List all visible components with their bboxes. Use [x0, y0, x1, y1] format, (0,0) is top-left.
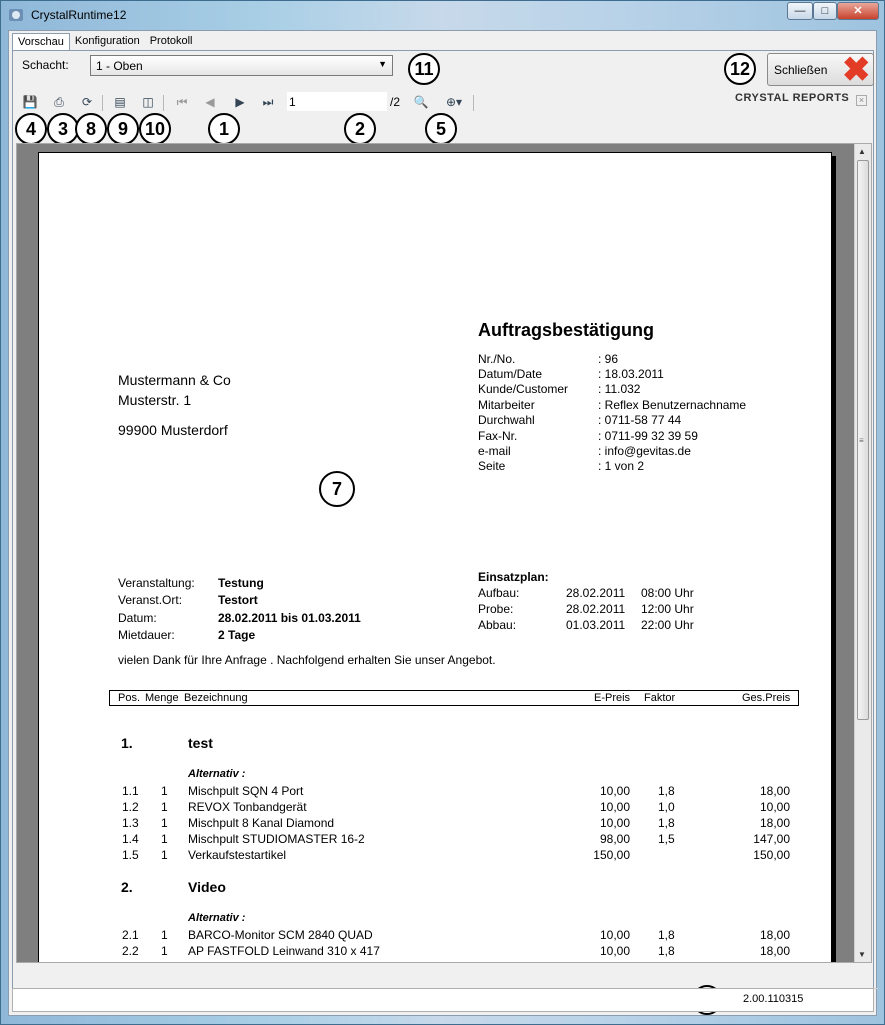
event-value: 28.02.2011 bis 01.03.2011	[218, 611, 361, 625]
schliessen-button[interactable]	[767, 51, 874, 89]
item-price: 98,00	[599, 832, 630, 846]
item-qty: 1	[161, 832, 168, 846]
schacht-label: Schacht:	[22, 58, 69, 72]
col-menge: Menge	[145, 692, 179, 704]
col-faktor: Faktor	[644, 692, 676, 704]
item-qty: 1	[161, 928, 168, 942]
event-value: Testort	[218, 593, 258, 607]
plan-date: 01.03.2011	[566, 618, 626, 632]
info-label: Kunde/Customer	[478, 382, 569, 396]
preview-panel	[12, 50, 874, 995]
item-factor: 1,8	[658, 816, 675, 830]
find-binoculars-icon[interactable]: 🔍	[413, 95, 429, 109]
item-total: 10,00	[759, 800, 790, 814]
item-qty: 1	[161, 944, 168, 958]
plan-label: Abbau:	[478, 618, 517, 632]
previous-page-icon[interactable]: ◀	[205, 95, 215, 109]
section-number: 1.	[121, 735, 133, 751]
section-number: 2.	[121, 879, 133, 895]
callout-4: 4	[15, 113, 47, 145]
callout-1: 1	[208, 113, 240, 145]
info-label: Mitarbeiter	[478, 398, 535, 412]
address-line: 99900 Musterdorf	[118, 422, 228, 438]
client-area	[8, 30, 877, 1016]
plan-title: Einsatzplan:	[478, 570, 549, 584]
callout-5-toolbar: 5	[425, 113, 457, 145]
minimize-button[interactable]: —	[787, 2, 813, 20]
item-pos: 1.1	[122, 784, 139, 798]
refresh-icon[interactable]: ⟳	[81, 95, 93, 109]
item-pos: 1.2	[122, 800, 139, 814]
scroll-up-icon[interactable]: ▲	[858, 147, 866, 156]
item-desc: BARCO-Monitor SCM 2840 QUAD	[188, 928, 373, 942]
schacht-select[interactable]	[90, 55, 393, 76]
close-small-icon[interactable]: ×	[856, 95, 867, 106]
maximize-button[interactable]: □	[813, 2, 837, 20]
plan-label: Probe:	[478, 602, 514, 616]
item-total: 150,00	[753, 848, 790, 862]
item-qty: 1	[161, 848, 168, 862]
plan-label: Aufbau:	[478, 586, 520, 600]
plan-time: 22:00 Uhr	[641, 618, 694, 632]
info-label: e-mail	[478, 444, 511, 458]
callout-2: 2	[344, 113, 376, 145]
report-toolbar	[16, 91, 872, 113]
event-value: Testung	[218, 576, 264, 590]
zoom-icon[interactable]: ⊕▾	[445, 95, 463, 109]
event-value: 2 Tage	[218, 628, 256, 642]
item-price: 150,00	[593, 848, 630, 862]
item-price: 10,00	[599, 816, 630, 830]
callout-8: 8	[75, 113, 107, 145]
item-desc: REVOX Tonbandgerät	[188, 800, 307, 814]
scroll-down-icon[interactable]: ▼	[858, 950, 866, 959]
section-name: test	[188, 735, 213, 751]
callout-9: 9	[107, 113, 139, 145]
item-price: 10,00	[599, 928, 630, 942]
item-total: 18,00	[759, 928, 790, 942]
col-bezeichnung: Bezeichnung	[184, 692, 248, 704]
item-pos: 2.1	[122, 928, 139, 942]
info-value: : Reflex Benutzernachname	[598, 398, 747, 412]
last-page-icon[interactable]: ⏭	[262, 95, 274, 109]
schacht-value: 1 - Oben	[96, 59, 143, 73]
first-page-icon[interactable]: ⏮	[176, 95, 188, 109]
report-page	[38, 152, 832, 963]
info-value: : 0711-99 32 39 59	[598, 429, 698, 443]
item-desc: Mischpult SQN 4 Port	[188, 784, 304, 798]
version-bar	[12, 988, 874, 1012]
section-name: Video	[188, 879, 226, 895]
close-x-icon: ✖	[842, 51, 871, 89]
plan-date: 28.02.2011	[566, 602, 626, 616]
alternativ-label: Alternativ :	[188, 912, 246, 924]
drill-down-icon[interactable]: ◫	[142, 95, 154, 109]
item-pos: 1.3	[122, 816, 139, 830]
info-label: Datum/Date	[478, 367, 543, 381]
export-icon[interactable]: 💾	[22, 95, 38, 109]
event-label: Veranstaltung:	[118, 576, 195, 590]
col-gespreis: Ges.Preis	[742, 692, 791, 704]
group-tree-icon[interactable]: ▤	[114, 95, 126, 109]
chevron-down-icon: ▼	[378, 59, 387, 69]
page-number-input[interactable]	[287, 92, 387, 111]
callout-7: 7	[319, 471, 355, 507]
title-bar	[1, 1, 884, 29]
item-pos: 1.5	[122, 848, 139, 862]
tab-strip	[12, 33, 198, 51]
window-close-button[interactable]: ✕	[837, 2, 879, 20]
item-qty: 1	[161, 816, 168, 830]
plan-time: 08:00 Uhr	[641, 586, 694, 600]
toolbar-separator	[473, 95, 474, 111]
tab-protokoll[interactable]: Protokoll	[149, 35, 193, 47]
alternativ-label: Alternativ :	[188, 768, 246, 780]
items-table-header	[109, 690, 799, 706]
callout-11: 11	[408, 53, 440, 85]
info-value: : info@gevitas.de	[598, 444, 691, 458]
item-desc: AP FASTFOLD Leinwand 310 x 417	[188, 944, 380, 958]
item-qty: 1	[161, 800, 168, 814]
tab-vorschau[interactable]: Vorschau	[12, 33, 70, 50]
next-page-icon[interactable]: ▶	[235, 95, 245, 109]
col-pos: Pos.	[118, 692, 141, 704]
vertical-scrollbar[interactable]	[854, 144, 871, 962]
report-viewer[interactable]	[16, 143, 872, 963]
toolbar-separator	[163, 95, 164, 111]
page-total: /2	[390, 95, 401, 109]
event-label: Datum:	[118, 611, 157, 625]
info-value: : 1 von 2	[598, 459, 645, 473]
col-epreis: E-Preis	[594, 692, 631, 704]
info-value: : 18.03.2011	[598, 367, 664, 381]
schliessen-label: Schließen	[774, 63, 828, 77]
info-value: : 11.032	[598, 382, 641, 396]
info-value: : 0711-58 77 44	[598, 413, 682, 427]
item-total: 147,00	[753, 832, 790, 846]
item-factor: 1,0	[658, 800, 675, 814]
item-pos: 2.2	[122, 944, 139, 958]
item-factor: 1,8	[658, 784, 675, 798]
callout-10: 10	[139, 113, 171, 145]
item-factor: 1,8	[658, 944, 675, 958]
item-total: 18,00	[759, 784, 790, 798]
address-line: Musterstr. 1	[118, 392, 192, 408]
event-label: Mietdauer:	[118, 628, 175, 642]
print-icon[interactable]: ⎙	[54, 95, 64, 109]
crystal-reports-logo: CRYSTAL REPORTS	[735, 92, 850, 104]
callout-12: 12	[724, 53, 756, 85]
callout-3: 3	[47, 113, 79, 145]
info-value: : 96	[598, 352, 619, 366]
item-qty: 1	[161, 784, 168, 798]
item-price: 10,00	[599, 944, 630, 958]
item-desc: Verkaufstestartikel	[188, 848, 287, 862]
item-desc: Mischpult 8 Kanal Diamond	[188, 816, 335, 830]
tab-konfiguration[interactable]: Konfiguration	[74, 35, 140, 47]
report-title: Auftragsbestätigung	[478, 320, 655, 340]
plan-date: 28.02.2011	[566, 586, 626, 600]
plan-time: 12:00 Uhr	[641, 602, 694, 616]
item-factor: 1,8	[658, 928, 675, 942]
item-pos: 1.4	[122, 832, 139, 846]
event-label: Veranst.Ort:	[118, 593, 183, 607]
item-price: 10,00	[599, 784, 630, 798]
item-total: 18,00	[759, 816, 790, 830]
window-title: CrystalRuntime12	[31, 8, 127, 22]
intro-text: vielen Dank für Ihre Anfrage . Nachfolgend erhalten Sie unser Angebot.	[118, 653, 496, 667]
address-line: Mustermann & Co	[118, 372, 231, 388]
item-factor: 1,5	[658, 832, 675, 846]
info-label: Fax-Nr.	[478, 429, 518, 443]
toolbar-separator	[102, 95, 103, 111]
app-icon	[8, 7, 24, 23]
item-price: 10,00	[599, 800, 630, 814]
info-label: Seite	[478, 459, 506, 473]
scroll-grip-icon: ≡	[859, 436, 864, 445]
version-text: 2.00.110315	[743, 993, 804, 1005]
info-label: Nr./No.	[478, 352, 516, 366]
item-desc: Mischpult STUDIOMASTER 16-2	[188, 832, 365, 846]
item-total: 18,00	[759, 944, 790, 958]
info-label: Durchwahl	[478, 413, 535, 427]
